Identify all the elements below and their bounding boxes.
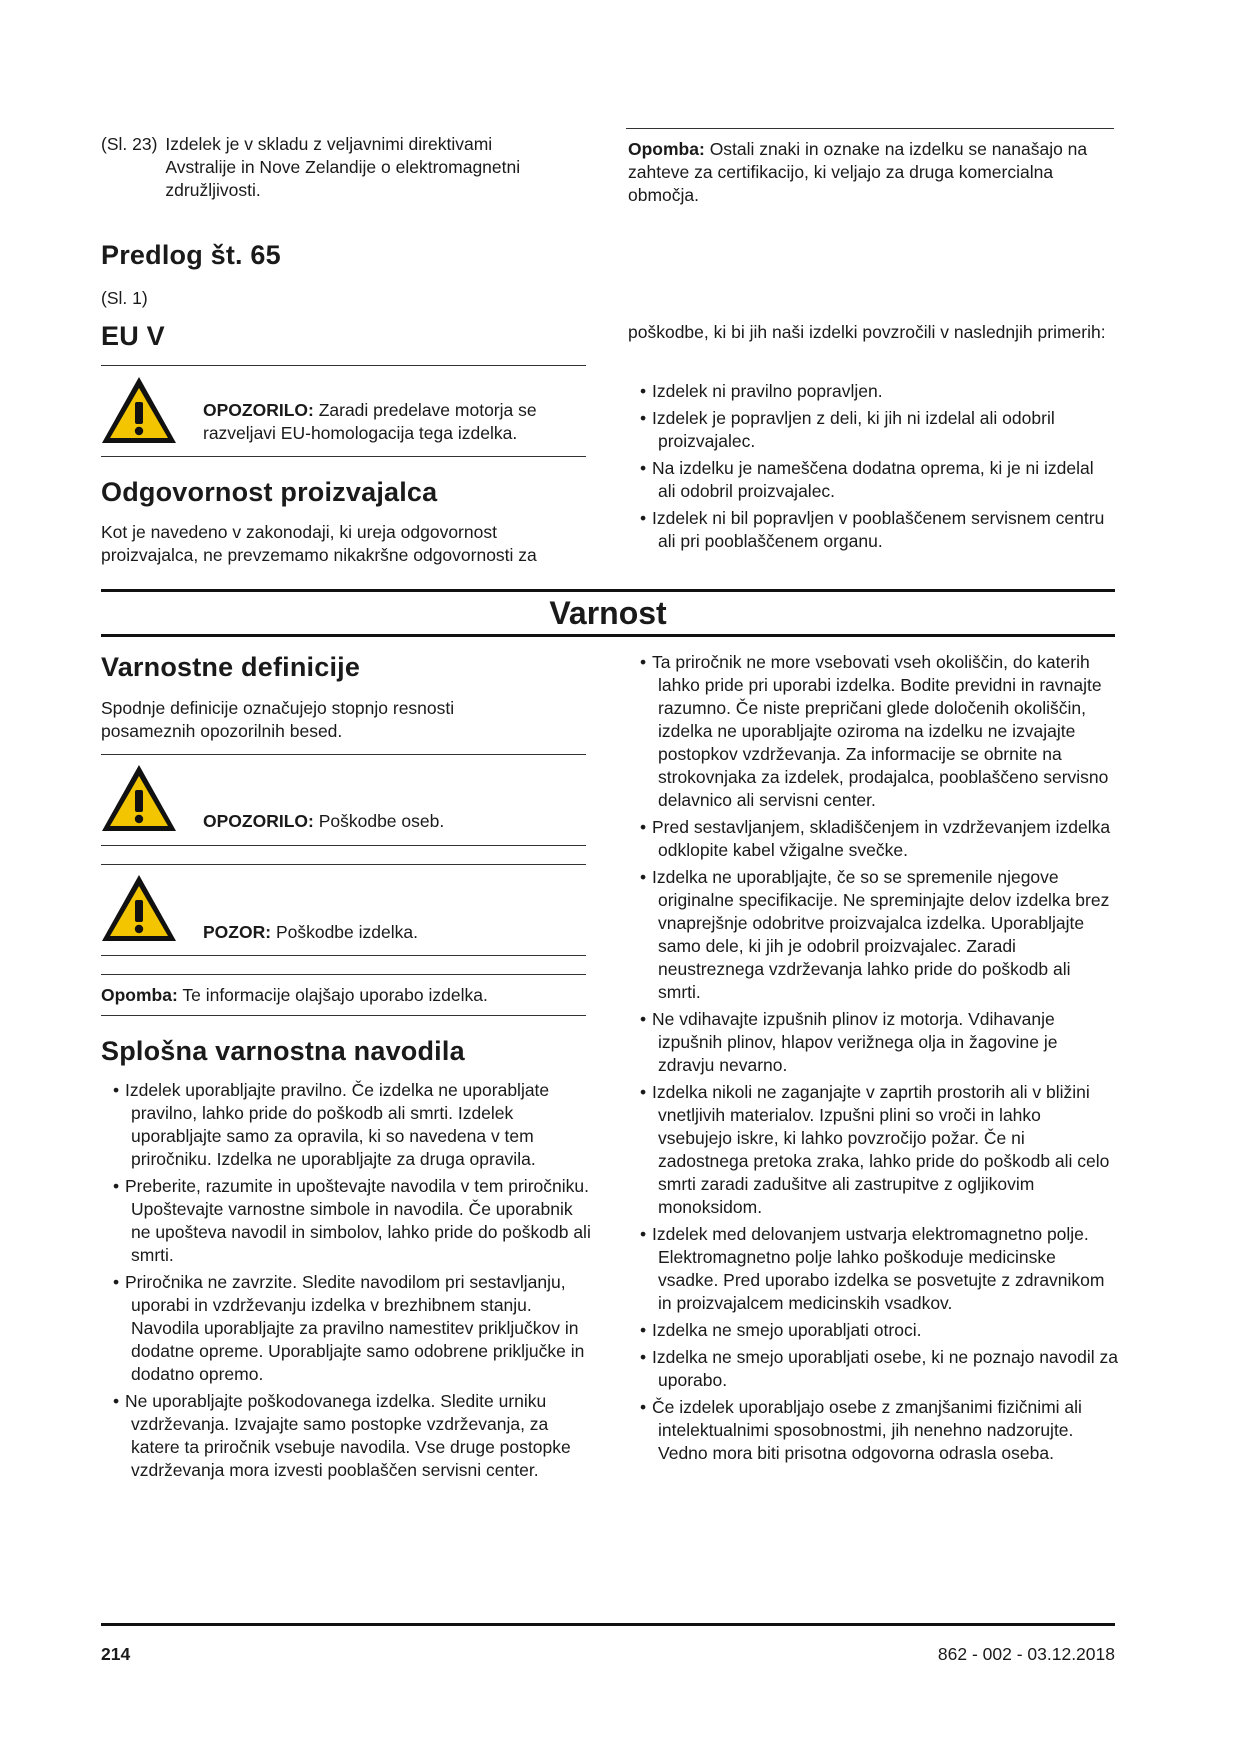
list-item: • Preberite, razumite in upoštevajte navodila v tem priročniku. Upoštevajte varnostne simbole in navodila. Če uporabnik ne upošteva navodil in simbolov, lahko pride do poškodb ali smrti.: [101, 1175, 596, 1267]
general-safety-list-left: [101, 1079, 596, 1486]
def-rule-4: [101, 955, 586, 956]
top-left-compliance: [101, 133, 571, 202]
list-item: • Ne vdihavajte izpušnih plinov iz motorja. Vdihavanje izpušnih plinov, hlapov verižnega olja in žagovine je zdravju nevarno.: [628, 1008, 1118, 1077]
definition-caution: [203, 921, 588, 944]
list-item: • Izdelka ne uporabljajte, če so se spremenile njegove originalne specifikacije. Ne spreminjajte delov izdelka brez vnaprejšnje odobritve proizvajalca izdelka. Uporabljajte samo dele, ki jih je odobril proizvajalec. Zaradi neustreznega vzdrževanja lahko pride do poškodb ali smrti.: [628, 866, 1118, 1004]
liability-title: Odgovornost proizvajalca: [101, 477, 438, 507]
liability-list: [628, 380, 1108, 557]
eu-warning: [203, 399, 588, 445]
warning-label: OPOZORILO:: [203, 811, 314, 831]
general-safety-title: Splošna varnostna navodila: [101, 1036, 465, 1066]
proposal-title: Predlog št. 65: [101, 240, 281, 270]
warning-triangle-icon: [99, 872, 179, 944]
list-item: • Izdelek med delovanjem ustvarja elektromagnetno polje. Elektromagnetno polje lahko poškoduje medicinske vsadke. Pred uporabo izdelka se posvetujte z zdravnikom in proizvajalcem medicinskih vsadkov.: [628, 1223, 1118, 1315]
list-item: • Izdelka ne smejo uporabljati otroci.: [628, 1319, 1118, 1342]
general-safety-list-right: [628, 651, 1118, 1469]
note-label: Opomba:: [101, 985, 178, 1005]
proposal-figure-ref: (Sl. 1): [101, 288, 148, 308]
eu-title: EU V: [101, 321, 165, 351]
list-item: • Priročnika ne zavrzite. Sledite navodilom pri sestavljanju, uporabi in vzdrževanju izdelka v brezhibnem stanju. Navodila uporabljajte za pravilno namestitev priključkov in dodatne opreme. Uporabljajte samo odobrene priključke in dodatno opremo.: [101, 1271, 596, 1386]
chapter-rule-bottom: [101, 634, 1115, 637]
note-text: Te informacije olajšajo uporabo izdelka.: [182, 985, 488, 1005]
document-code: 862 - 002 - 03.12.2018: [937, 1644, 1115, 1664]
list-item: • Če izdelek uporabljajo osebe z zmanjšanimi fizičnimi ali intelektualnimi sposobnostmi, jih nenehno nadzorujte. Vedno mora biti prisotna odgovorna odrasla oseba.: [628, 1396, 1118, 1465]
def-rule-1: [101, 754, 586, 755]
list-item: • Pred sestavljanjem, skladiščenjem in vzdrževanjem izdelka odklopite kabel vžigalne svečke.: [628, 816, 1118, 862]
list-item: • Izdelka ne smejo uporabljati osebe, ki ne poznajo navodil za uporabo.: [628, 1346, 1118, 1392]
def-rule-6: [101, 1015, 586, 1016]
eu-rule-top: [101, 365, 586, 366]
liability-intro: Kot je navedeno v zakonodaji, ki ureja odgovornost proizvajalca, ne prevzemamo nikakršne odgovornosti za: [101, 522, 537, 565]
caution-label: POZOR:: [203, 922, 272, 942]
list-item: • Ne uporabljajte poškodovanega izdelka. Sledite urniku vzdrževanja. Izvajajte samo postopke vzdrževanja, za katere ta priročnik vsebuje navodila. Vse druge postopke vzdrževanja mora izvesti pooblaščen servisni center.: [101, 1390, 596, 1482]
warning-label: OPOZORILO:: [203, 400, 314, 420]
list-item: • Izdelek uporabljajte pravilno. Če izdelka ne uporabljate pravilno, lahko pride do poškodb ali smrti. Izdelek uporabljajte samo za opravila, ki so navedena v tem priročniku. Izdelka ne uporabljajte za druga opravila.: [101, 1079, 596, 1171]
compliance-text: Izdelek je v skladu z veljavnimi direktivami Avstralije in Nove Zelandije o elektromagnetni združljivosti.: [165, 134, 521, 200]
caution-text: Poškodbe izdelka.: [275, 922, 418, 942]
warning-triangle-icon: [99, 762, 179, 834]
definitions-intro: Spodnje definicije označujejo stopnjo resnosti posameznih opozorilnih besed.: [101, 698, 455, 741]
chapter-title: Varnost: [549, 595, 667, 631]
definition-note: [101, 984, 586, 1007]
list-item: • Izdelek je popravljen z deli, ki jih ni izdelal ali odobril proizvajalec.: [628, 407, 1108, 453]
note-text: Ostali znaki in oznake na izdelku se nanašajo na zahteve za certifikacijo, ki veljajo za druga komercialna območja.: [628, 139, 1088, 205]
def-rule-5: [101, 974, 586, 975]
figure-ref: (Sl. 23): [101, 134, 158, 154]
chapter-rule-top: [101, 589, 1115, 592]
def-rule-2: [101, 845, 586, 846]
eu-rule-bottom: [101, 456, 586, 457]
warning-text: Zaradi predelave motorja se razveljavi EU-homologacija tega izdelka.: [203, 400, 537, 443]
top-right-note: [628, 138, 1118, 207]
definition-warning: [203, 810, 588, 833]
liability-continued: poškodbe, ki bi jih naši izdelki povzročili v naslednjih primerih:: [628, 322, 1106, 342]
list-item: • Izdelek ni bil popravljen v pooblaščenem servisnem centru ali pri pooblaščenem organu.: [628, 507, 1108, 553]
list-item: • Izdelka nikoli ne zaganjajte v zaprtih prostorih ali v bližini vnetljivih materialov. Izpušni plini so vroči in lahko vsebujejo iskre, ki lahko povzročijo požar. Če ni zadostnega pretoka zraka, lahko pride do poškodb ali celo smrti zaradi zadušitve ali zastrupitve z ogljikovim monoksidom.: [628, 1081, 1118, 1219]
warning-triangle-icon: [99, 374, 179, 446]
warning-text: Poškodbe oseb.: [318, 811, 445, 831]
footer-rule: [101, 1623, 1115, 1626]
list-item: • Izdelek ni pravilno popravljen.: [628, 380, 1108, 403]
list-item: • Na izdelku je nameščena dodatna oprema, ki je ni izdelal ali odobril proizvajalec.: [628, 457, 1108, 503]
list-item: • Ta priročnik ne more vsebovati vseh okoliščin, do katerih lahko pride pri uporabi izdelka. Bodite previdni in ravnajte razumno. Če niste prepričani glede določenih okoliščin, izdelka ne uporabljajte oziroma na izdelku ne izvajajte postopkov vzdrževanja. Za informacije se obrnite na strokovnjaka za izdelek, prodajalca, pooblaščeno servisno delavnico ali servisni center.: [628, 651, 1118, 812]
def-rule-3: [101, 864, 586, 865]
note-label: Opomba:: [628, 139, 705, 159]
top-right-rule: [626, 128, 1114, 129]
definitions-title: Varnostne definicije: [101, 652, 361, 682]
page-number: 214: [101, 1644, 131, 1664]
